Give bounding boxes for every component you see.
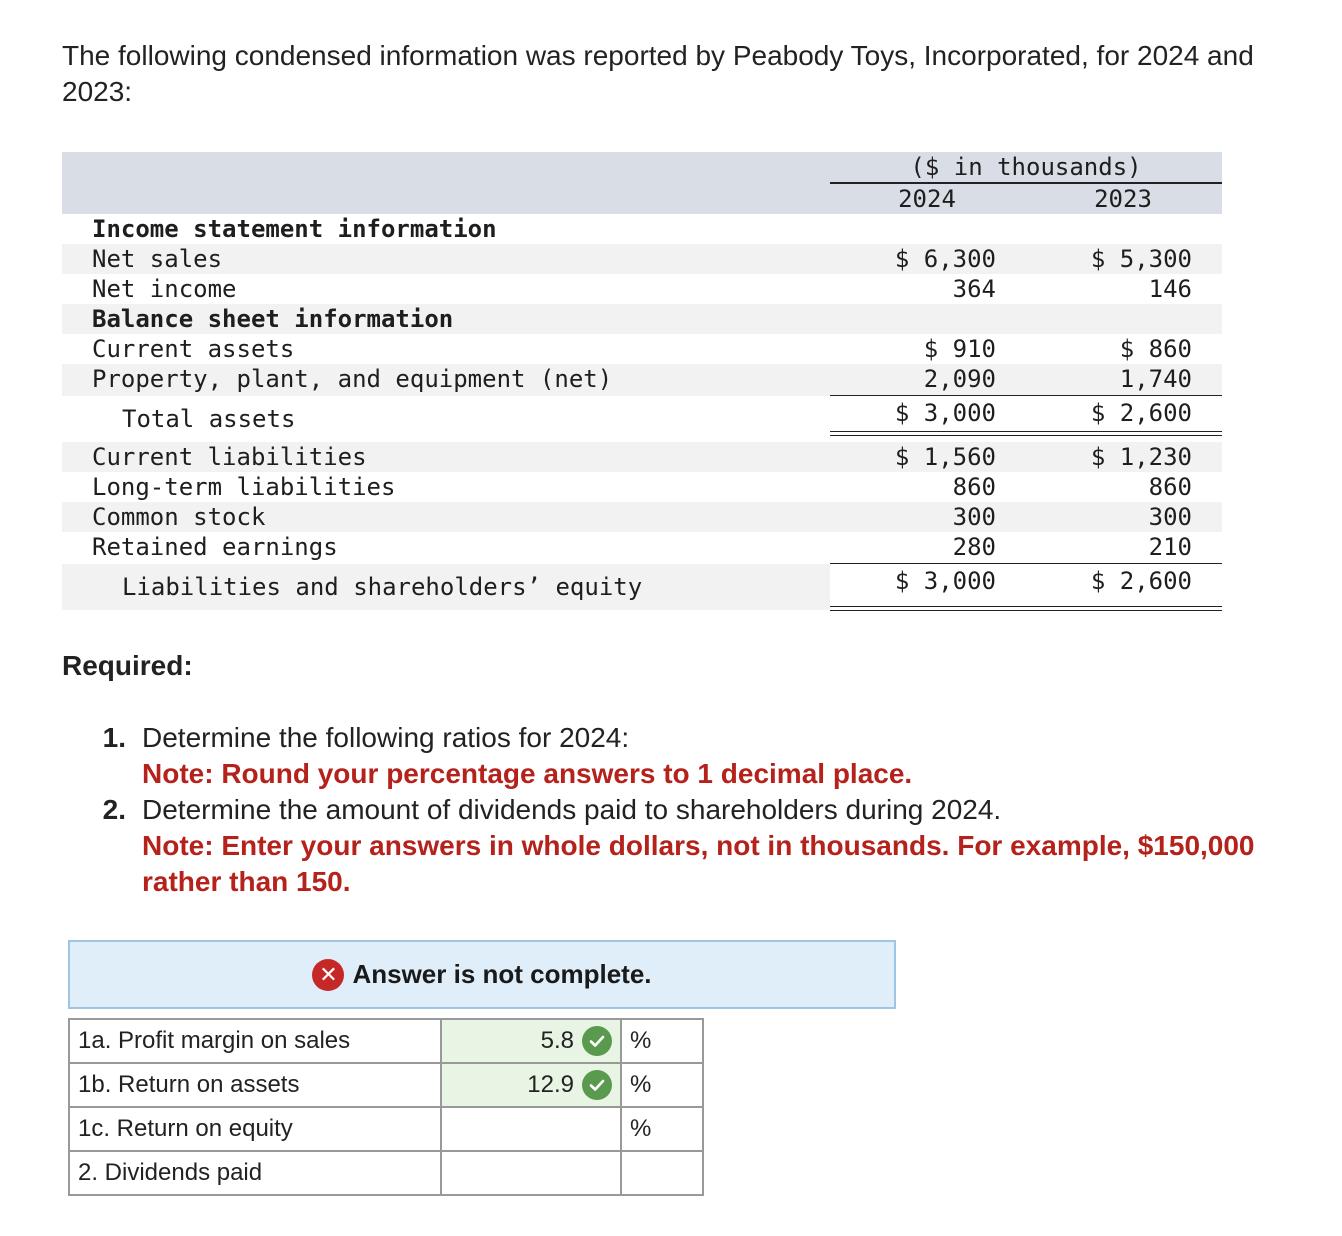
table-row bbox=[69, 1107, 703, 1151]
answer-label: 1b. Return on assets bbox=[69, 1063, 441, 1107]
table-row bbox=[62, 244, 1222, 274]
value-2024: 364 bbox=[952, 275, 996, 303]
item-text: Determine the following ratios for 2024: bbox=[142, 722, 630, 753]
table-row bbox=[62, 274, 1222, 304]
answer-label: 2. Dividends paid bbox=[69, 1151, 441, 1195]
table-row bbox=[62, 472, 1222, 502]
value-2024: $ 1,560 bbox=[894, 443, 996, 471]
row-label: Net income bbox=[92, 275, 237, 303]
item-number: 2. bbox=[102, 794, 126, 825]
value-2024: $ 3,000 bbox=[894, 399, 996, 427]
answer-unit: % bbox=[621, 1019, 703, 1063]
answer-status-text: Answer is not complete. bbox=[352, 959, 652, 989]
section-heading: Balance sheet information bbox=[92, 305, 454, 333]
table-header bbox=[62, 152, 1222, 214]
row-label: Net sales bbox=[92, 245, 223, 273]
check-icon bbox=[582, 1070, 612, 1100]
answer-input-return-on-assets[interactable] bbox=[441, 1063, 621, 1107]
value-2023: 146 bbox=[1148, 275, 1192, 303]
required-heading: Required: bbox=[62, 650, 193, 681]
value-2023: $ 2,600 bbox=[1090, 567, 1192, 595]
intro-text: The following condensed information was reported by Peabody Toys, Incorporated, for 2024 and 2023: bbox=[62, 40, 1254, 107]
table-row bbox=[62, 442, 1222, 472]
row-label: Liabilities and shareholders’ equity bbox=[122, 573, 643, 601]
value-2023: 860 bbox=[1148, 473, 1192, 501]
value-2023: $ 2,600 bbox=[1090, 399, 1192, 427]
value-2024: $ 6,300 bbox=[894, 245, 996, 273]
value-2024: 300 bbox=[952, 503, 996, 531]
answer-value: 12.9 bbox=[527, 1071, 574, 1098]
row-label: Long-term liabilities bbox=[92, 473, 396, 501]
table-row bbox=[69, 1019, 703, 1063]
value-2024: $ 3,000 bbox=[894, 567, 996, 595]
answer-input-profit-margin[interactable] bbox=[441, 1019, 621, 1063]
value-2023: 1,740 bbox=[1119, 365, 1192, 393]
check-icon bbox=[582, 1026, 612, 1056]
value-2023: 300 bbox=[1148, 503, 1192, 531]
section-heading: Income statement information bbox=[92, 215, 497, 243]
item-note: Note: Round your percentage answers to 1 decimal place. bbox=[142, 758, 913, 789]
table-row bbox=[69, 1063, 703, 1107]
row-label: Common stock bbox=[92, 503, 266, 531]
item-text: Determine the amount of dividends paid to shareholders during 2024. bbox=[142, 794, 1002, 825]
table-row bbox=[69, 1151, 703, 1195]
value-2023: $ 860 bbox=[1119, 335, 1192, 363]
table-row bbox=[62, 532, 1222, 564]
row-label: Retained earnings bbox=[92, 533, 338, 561]
answer-value: 5.8 bbox=[540, 1027, 574, 1054]
row-label: Total assets bbox=[122, 405, 296, 433]
total-double-rule bbox=[830, 431, 1026, 436]
row-label: Current liabilities bbox=[92, 443, 367, 471]
unit-header: ($ in thousands) bbox=[830, 152, 1222, 184]
item-number: 1. bbox=[102, 722, 126, 753]
row-label: Current assets bbox=[92, 335, 295, 363]
answer-unit: % bbox=[621, 1107, 703, 1151]
item-note: Note: Enter your answers in whole dollars, not in thousands. For example, $150,000 rather than 150. bbox=[142, 830, 1255, 897]
table-row bbox=[62, 396, 1222, 442]
x-circle-icon: ✕ bbox=[312, 959, 344, 991]
answer-status-banner bbox=[68, 940, 896, 1009]
table-row bbox=[62, 214, 1222, 244]
table-row bbox=[62, 364, 1222, 396]
value-2024: 2,090 bbox=[923, 365, 996, 393]
answer-unit bbox=[621, 1151, 703, 1195]
required-list bbox=[96, 720, 1296, 900]
answer-label: 1a. Profit margin on sales bbox=[69, 1019, 441, 1063]
answer-input-return-on-equity[interactable] bbox=[441, 1107, 621, 1151]
value-2024: 280 bbox=[952, 533, 996, 561]
answer-label: 1c. Return on equity bbox=[69, 1107, 441, 1151]
total-double-rule bbox=[1026, 606, 1222, 611]
year-header-2023: 2023 bbox=[1094, 185, 1152, 213]
total-double-rule bbox=[1026, 431, 1222, 436]
table-row bbox=[62, 334, 1222, 364]
required-item bbox=[96, 792, 1296, 900]
table-row bbox=[62, 502, 1222, 532]
table-row bbox=[62, 564, 1222, 610]
answer-table bbox=[68, 1018, 704, 1196]
total-double-rule bbox=[830, 606, 1026, 611]
value-2023: $ 1,230 bbox=[1090, 443, 1192, 471]
table-row bbox=[62, 304, 1222, 334]
answer-input-dividends-paid[interactable] bbox=[441, 1151, 621, 1195]
value-2023: $ 5,300 bbox=[1090, 245, 1192, 273]
value-2024: 860 bbox=[952, 473, 996, 501]
required-item bbox=[96, 720, 1296, 792]
value-2024: $ 910 bbox=[923, 335, 996, 363]
row-label: Property, plant, and equipment (net) bbox=[92, 365, 613, 393]
value-2023: 210 bbox=[1148, 533, 1192, 561]
answer-unit: % bbox=[621, 1063, 703, 1107]
financial-table bbox=[62, 152, 1222, 610]
year-header-2024: 2024 bbox=[898, 185, 956, 213]
